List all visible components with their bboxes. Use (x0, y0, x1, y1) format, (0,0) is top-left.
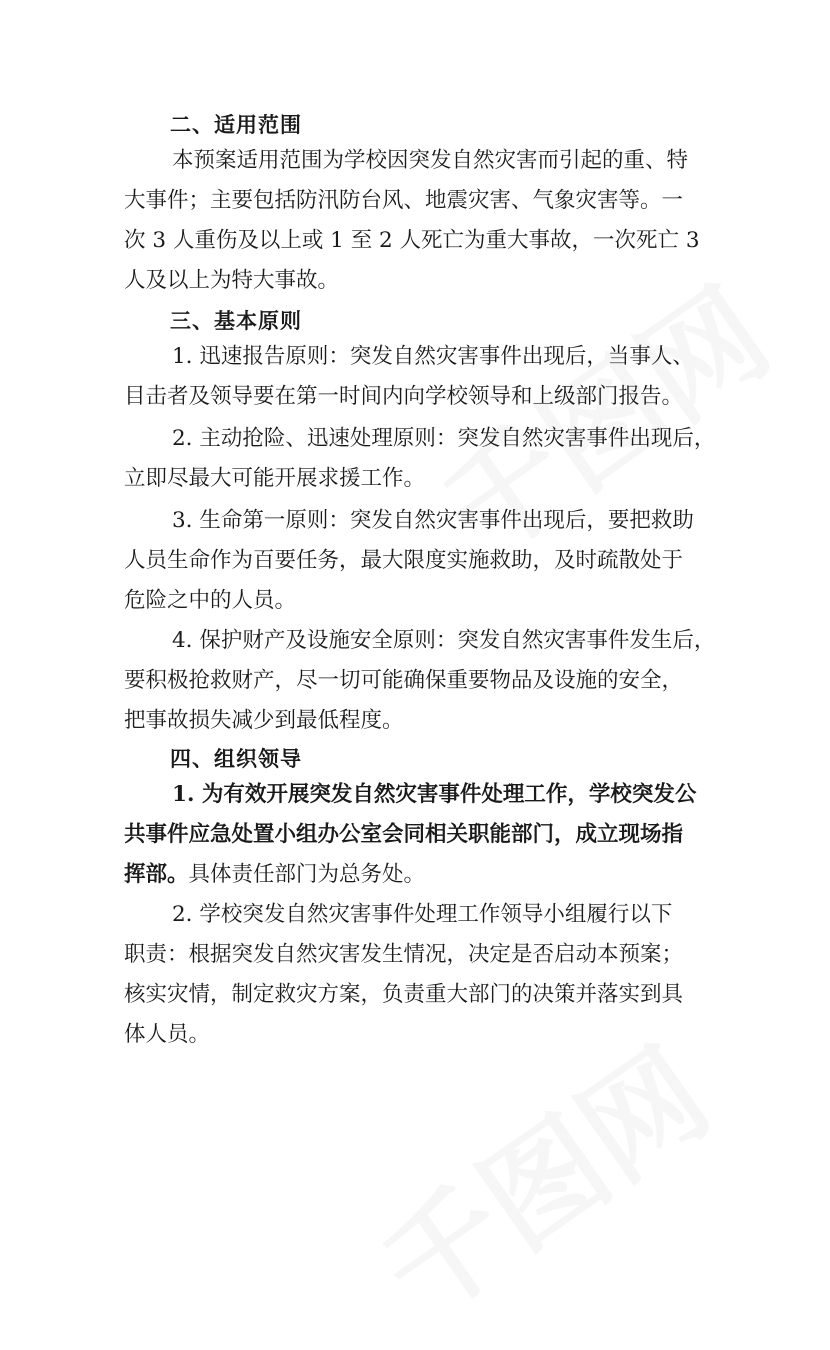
paragraph-line: 目击者及领导要在第一时间内向学校领导和上级部门报告。 (124, 384, 684, 409)
paragraph-line-bold: 共事件应急处置小组办公室会同相关职能部门，成立现场指 (124, 822, 684, 847)
paragraph-line: 把事故损失减少到最低程度。 (124, 708, 404, 733)
paragraph-line: 1. 迅速报告原则：突发自然灾害事件出现后，当事人、 (172, 344, 694, 369)
paragraph-line: 核实灾情，制定救灾方案，负责重大部门的决策并落实到具 (124, 982, 684, 1007)
section-heading-scope: 二、适用范围 (170, 113, 302, 137)
paragraph-line-bold: 挥部。 (124, 862, 189, 887)
section-heading-leadership: 四、组织领导 (170, 747, 302, 771)
paragraph-line: 4. 保护财产及设施安全原则：突发自然灾害事件发生后， (172, 628, 716, 653)
section-heading-principles: 三、基本原则 (170, 309, 302, 333)
paragraph-line: 具体责任部门为总务处。 (188, 862, 426, 887)
paragraph-line: 职责：根据突发自然灾害发生情况，决定是否启动本预案； (124, 942, 684, 967)
paragraph-line: 2. 主动抢险、迅速处理原则：突发自然灾害事件出现后， (172, 426, 716, 451)
paragraph-line: 体人员。 (124, 1022, 211, 1047)
paragraph-line: 人及以上为特大事故。 (124, 268, 340, 293)
paragraph-line-bold: 1. 为有效开展突发自然灾害事件处理工作，学校突发公 (172, 782, 697, 807)
paragraph-line: 3. 生命第一原则：突发自然灾害事件出现后，要把救助 (172, 508, 694, 533)
paragraph-line: 本预案适用范围为学校因突发自然灾害而引起的重、特 (172, 148, 689, 173)
paragraph-line: 人员生命作为百要任务，最大限度实施救助，及时疏散处于 (124, 548, 684, 573)
paragraph-line: 危险之中的人员。 (124, 588, 297, 613)
paragraph-line: 立即尽最大可能开展求援工作。 (124, 466, 426, 491)
paragraph-line: 要积极抢救财产，尽一切可能确保重要物品及设施的安全， (124, 668, 684, 693)
paragraph-line: 大事件；主要包括防汛防台风、地震灾害、气象灾害等。一 (124, 188, 684, 213)
paragraph-line: 2. 学校突发自然灾害事件处理工作领导小组履行以下 (172, 902, 673, 927)
paragraph-line: 次 3 人重伤及以上或 1 至 2 人死亡为重大事故，一次死亡 3 (124, 228, 700, 253)
